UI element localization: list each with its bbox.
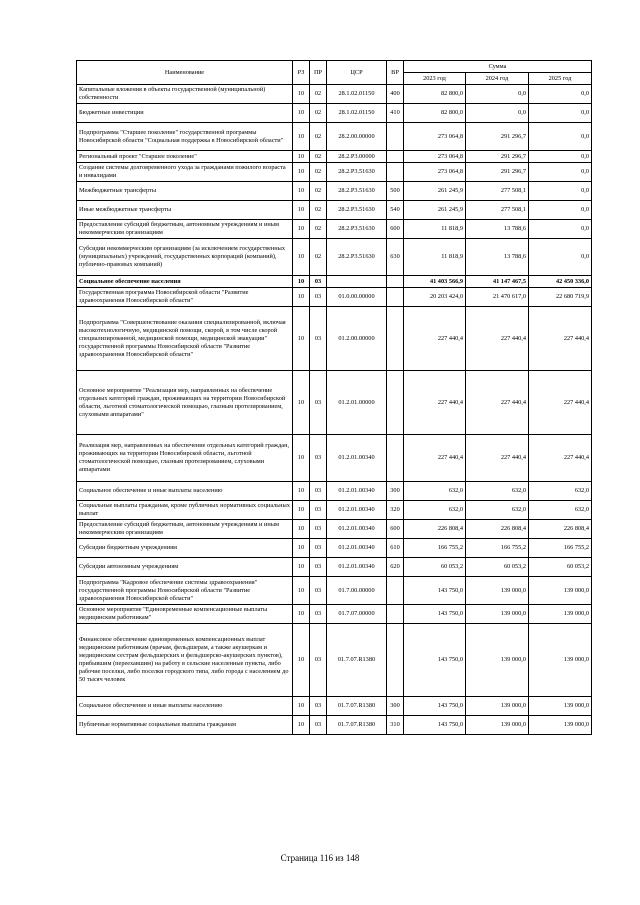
row-csr-cell: 01.7.07.R1380: [327, 697, 387, 716]
row-2024-cell: 0,0: [466, 104, 529, 123]
table-row: [77, 371, 592, 435]
row-vr-cell: [387, 288, 404, 307]
row-name-cell: Подпрограмма "Совершенствование оказания специализированной, включая высокотехнологичную, медицинской помощи, скорой, в том числе скорой специализированной, медицинской помощи, медицинской эвакуации" государственной программы Новосибирской области "Развитие здравоохранения Новосибирской области": [77, 307, 293, 371]
row-2024-cell: 166 755,2: [466, 539, 529, 558]
row-csr-cell: 01.7.07.R1380: [327, 624, 387, 697]
header-vr: ВР: [387, 61, 404, 85]
row-name-cell: Субсидии бюджетным учреждениям: [77, 539, 293, 558]
row-csr-cell: [327, 276, 387, 288]
row-2023-cell: 166 755,2: [404, 539, 466, 558]
row-2025-cell: 60 053,2: [529, 558, 592, 577]
row-csr-cell: 28.2.P3.51630: [327, 163, 387, 182]
row-2025-cell: 139 000,0: [529, 716, 592, 735]
row-pr-cell: 03: [310, 501, 327, 520]
row-csr-cell: 01.7.07.R1380: [327, 716, 387, 735]
row-pr-cell: 03: [310, 435, 327, 482]
table-row: [77, 716, 592, 735]
row-csr-cell: 01.2.01.00340: [327, 539, 387, 558]
table-row: [77, 435, 592, 482]
row-pr-cell: 03: [310, 307, 327, 371]
row-2024-cell: 139 000,0: [466, 697, 529, 716]
row-vr-cell: 410: [387, 104, 404, 123]
row-vr-cell: [387, 371, 404, 435]
row-rz-cell: 10: [293, 123, 310, 151]
row-2025-cell: 227 440,4: [529, 307, 592, 371]
row-name-cell: Основное мероприятие "Единовременные компенсационные выплаты медицинским работникам": [77, 605, 293, 624]
row-name-cell: Социальное обеспечение и иные выплаты населению: [77, 697, 293, 716]
table-row: [77, 104, 592, 123]
row-rz-cell: 10: [293, 104, 310, 123]
row-2023-cell: 227 440,4: [404, 435, 466, 482]
row-vr-cell: [387, 307, 404, 371]
row-2023-cell: 11 818,9: [404, 220, 466, 239]
row-vr-cell: 600: [387, 520, 404, 539]
row-2023-cell: 143 750,0: [404, 716, 466, 735]
row-2024-cell: 227 440,4: [466, 371, 529, 435]
row-2023-cell: 227 440,4: [404, 371, 466, 435]
table-row: [77, 220, 592, 239]
table-body: [77, 85, 592, 735]
row-2024-cell: 291 296,7: [466, 123, 529, 151]
row-vr-cell: 320: [387, 501, 404, 520]
row-csr-cell: 28.1.02.01150: [327, 85, 387, 104]
header-year-2024: 2024 год: [466, 73, 529, 85]
row-rz-cell: 10: [293, 288, 310, 307]
row-vr-cell: [387, 276, 404, 288]
row-2024-cell: 291 296,7: [466, 151, 529, 163]
row-2025-cell: 0,0: [529, 220, 592, 239]
budget-table-container: [76, 60, 591, 735]
table-row: [77, 501, 592, 520]
row-rz-cell: 10: [293, 539, 310, 558]
row-2024-cell: 13 788,6: [466, 220, 529, 239]
row-2023-cell: 261 245,9: [404, 182, 466, 201]
header-name: Наименование: [77, 61, 293, 85]
row-2025-cell: 227 440,4: [529, 371, 592, 435]
row-pr-cell: 02: [310, 220, 327, 239]
row-csr-cell: 28.2.P3.51630: [327, 201, 387, 220]
row-name-cell: Государственная программа Новосибирской области "Развитие здравоохранения Новосибирской области": [77, 288, 293, 307]
row-csr-cell: 01.7.07.00000: [327, 605, 387, 624]
row-2023-cell: 41 403 566,9: [404, 276, 466, 288]
row-name-cell: Капитальные вложения в объекты государственной (муниципальной) собственности: [77, 85, 293, 104]
row-csr-cell: 28.2.P3.51630: [327, 182, 387, 201]
row-name-cell: Предоставление субсидий бюджетным, автономным учреждениям и иным некоммерческим организациям: [77, 220, 293, 239]
row-pr-cell: 03: [310, 276, 327, 288]
row-rz-cell: 10: [293, 716, 310, 735]
table-row: [77, 182, 592, 201]
row-pr-cell: 03: [310, 482, 327, 501]
row-2023-cell: 143 750,0: [404, 577, 466, 605]
row-name-cell: Финансовое обеспечение единовременных компенсационных выплат медицинским работникам (врачам, фельдшерам, а также акушеркам и медицинским сестрам фельдшерских и фельдшерско-акушерских пунктов), прибывшим (переехавшим) на работу в сельские населенные пункты, либо рабочие поселки, либо поселки городского типа, либо города с населением до 50 тысяч человек: [77, 624, 293, 697]
row-rz-cell: 10: [293, 501, 310, 520]
row-2025-cell: 632,0: [529, 482, 592, 501]
row-name-cell: Социальное обеспечение и иные выплаты населению: [77, 482, 293, 501]
row-pr-cell: 03: [310, 520, 327, 539]
row-2023-cell: 273 064,8: [404, 123, 466, 151]
row-2025-cell: 139 000,0: [529, 697, 592, 716]
row-rz-cell: 10: [293, 307, 310, 371]
table-row: [77, 624, 592, 697]
row-2024-cell: 227 440,4: [466, 435, 529, 482]
row-pr-cell: 02: [310, 151, 327, 163]
row-rz-cell: 10: [293, 182, 310, 201]
row-vr-cell: 310: [387, 716, 404, 735]
row-csr-cell: 01.2.01.00340: [327, 520, 387, 539]
row-2025-cell: 139 000,0: [529, 624, 592, 697]
row-name-cell: Бюджетные инвестиции: [77, 104, 293, 123]
row-2025-cell: 139 000,0: [529, 577, 592, 605]
row-name-cell: Социальные выплаты гражданам, кроме публичных нормативных социальных выплат: [77, 501, 293, 520]
row-2023-cell: 82 800,0: [404, 85, 466, 104]
row-2025-cell: 0,0: [529, 104, 592, 123]
row-2023-cell: 20 203 424,0: [404, 288, 466, 307]
row-2024-cell: 13 788,6: [466, 239, 529, 276]
table-row: [77, 123, 592, 151]
row-2025-cell: 166 755,2: [529, 539, 592, 558]
row-name-cell: Подпрограмма "Старшее поколение" государственной программы Новосибирской области "Социальная поддержка в Новосибирской области": [77, 123, 293, 151]
row-rz-cell: 10: [293, 151, 310, 163]
row-csr-cell: 28.2.P3.00000: [327, 151, 387, 163]
row-vr-cell: [387, 163, 404, 182]
row-name-cell: Иные межбюджетные трансферты: [77, 201, 293, 220]
row-2024-cell: 632,0: [466, 501, 529, 520]
row-2025-cell: 0,0: [529, 163, 592, 182]
row-2024-cell: 21 470 617,0: [466, 288, 529, 307]
row-pr-cell: 02: [310, 201, 327, 220]
row-pr-cell: 03: [310, 605, 327, 624]
row-vr-cell: [387, 577, 404, 605]
row-2023-cell: 143 750,0: [404, 624, 466, 697]
row-2025-cell: 226 808,4: [529, 520, 592, 539]
row-2024-cell: 226 808,4: [466, 520, 529, 539]
row-pr-cell: 03: [310, 624, 327, 697]
row-csr-cell: 01.0.00.00000: [327, 288, 387, 307]
row-vr-cell: [387, 605, 404, 624]
row-csr-cell: 28.2.P3.51630: [327, 239, 387, 276]
row-csr-cell: 01.2.01.00340: [327, 482, 387, 501]
row-vr-cell: 540: [387, 201, 404, 220]
row-pr-cell: 03: [310, 697, 327, 716]
row-2023-cell: 60 053,2: [404, 558, 466, 577]
row-2023-cell: 226 808,4: [404, 520, 466, 539]
row-csr-cell: 28.2.00.00000: [327, 123, 387, 151]
table-row: [77, 239, 592, 276]
row-2024-cell: 632,0: [466, 482, 529, 501]
row-2023-cell: 632,0: [404, 482, 466, 501]
table-row: [77, 288, 592, 307]
row-2024-cell: 60 053,2: [466, 558, 529, 577]
table-row: [77, 539, 592, 558]
row-2024-cell: 277 508,1: [466, 201, 529, 220]
table-row: [77, 558, 592, 577]
row-pr-cell: 02: [310, 85, 327, 104]
row-2023-cell: 11 818,9: [404, 239, 466, 276]
row-2025-cell: 0,0: [529, 151, 592, 163]
row-pr-cell: 02: [310, 104, 327, 123]
row-2024-cell: 139 000,0: [466, 624, 529, 697]
row-csr-cell: 01.2.01.00340: [327, 435, 387, 482]
row-2024-cell: 291 296,7: [466, 163, 529, 182]
row-vr-cell: 600: [387, 220, 404, 239]
table-row: [77, 605, 592, 624]
row-rz-cell: 10: [293, 435, 310, 482]
row-2024-cell: 0,0: [466, 85, 529, 104]
row-2023-cell: 82 800,0: [404, 104, 466, 123]
table-row: [77, 163, 592, 182]
row-rz-cell: 10: [293, 697, 310, 716]
row-rz-cell: 10: [293, 482, 310, 501]
row-2023-cell: 143 750,0: [404, 697, 466, 716]
table-row: [77, 697, 592, 716]
row-rz-cell: 10: [293, 605, 310, 624]
row-name-cell: Социальное обеспечение населения: [77, 276, 293, 288]
row-2025-cell: 0,0: [529, 239, 592, 276]
table-row: [77, 520, 592, 539]
row-csr-cell: 01.7.00.00000: [327, 577, 387, 605]
row-name-cell: Публичные нормативные социальные выплаты гражданам: [77, 716, 293, 735]
row-2023-cell: 261 245,9: [404, 201, 466, 220]
row-vr-cell: [387, 123, 404, 151]
row-2024-cell: 139 000,0: [466, 605, 529, 624]
row-2024-cell: 139 000,0: [466, 716, 529, 735]
row-rz-cell: 10: [293, 163, 310, 182]
row-pr-cell: 03: [310, 288, 327, 307]
table-row: [77, 201, 592, 220]
row-name-cell: Подпрограмма "Кадровое обеспечение системы здравоохранения" государственной программы Новосибирской области "Развитие здравоохранения Новосибирской области": [77, 577, 293, 605]
row-pr-cell: 02: [310, 163, 327, 182]
row-2025-cell: 632,0: [529, 501, 592, 520]
page-number: Страница 116 из 148: [280, 853, 360, 863]
row-pr-cell: 02: [310, 123, 327, 151]
table-row: [77, 85, 592, 104]
row-2025-cell: 0,0: [529, 123, 592, 151]
row-name-cell: Основное мероприятие "Реализация мер, направленных на обеспечение отдельных категорий граждан, проживающих на территории Новосибирской области, льготной стоматологической помощью, глазным протезированием, слуховыми аппаратами": [77, 371, 293, 435]
row-2025-cell: 22 680 719,9: [529, 288, 592, 307]
row-csr-cell: 01.2.01.00000: [327, 371, 387, 435]
row-pr-cell: 03: [310, 371, 327, 435]
row-csr-cell: 01.2.01.00340: [327, 501, 387, 520]
row-2024-cell: 277 508,1: [466, 182, 529, 201]
row-vr-cell: 300: [387, 697, 404, 716]
row-2023-cell: 227 440,4: [404, 307, 466, 371]
row-rz-cell: 10: [293, 577, 310, 605]
row-2025-cell: 227 440,4: [529, 435, 592, 482]
row-name-cell: Создание системы долговременного ухода за гражданами пожилого возраста и инвалидами: [77, 163, 293, 182]
row-2025-cell: 42 450 336,0: [529, 276, 592, 288]
row-name-cell: Субсидии некоммерческим организациям (за исключением государственных (муниципальных) учреждений, государственных корпораций (компаний), публично-правовых компаний): [77, 239, 293, 276]
row-pr-cell: 03: [310, 577, 327, 605]
row-rz-cell: 10: [293, 85, 310, 104]
row-rz-cell: 10: [293, 520, 310, 539]
row-vr-cell: 300: [387, 482, 404, 501]
row-rz-cell: 10: [293, 558, 310, 577]
row-csr-cell: 28.2.P3.51630: [327, 220, 387, 239]
row-name-cell: Межбюджетные трансферты: [77, 182, 293, 201]
row-csr-cell: 01.2.01.00340: [327, 558, 387, 577]
header-pr: ПР: [310, 61, 327, 85]
header-csr: ЦСР: [327, 61, 387, 85]
row-vr-cell: [387, 435, 404, 482]
row-2024-cell: 139 000,0: [466, 577, 529, 605]
row-2023-cell: 273 064,8: [404, 151, 466, 163]
header-sum: Сумма: [404, 61, 592, 73]
row-name-cell: Предоставление субсидий бюджетным, автономным учреждениям и иным некоммерческим организациям: [77, 520, 293, 539]
row-vr-cell: 400: [387, 85, 404, 104]
row-2025-cell: 139 000,0: [529, 605, 592, 624]
row-rz-cell: 10: [293, 201, 310, 220]
row-2024-cell: 227 440,4: [466, 307, 529, 371]
row-name-cell: Региональный проект "Старшее поколение": [77, 151, 293, 163]
row-rz-cell: 10: [293, 276, 310, 288]
row-name-cell: Субсидии автономным учреждениям: [77, 558, 293, 577]
row-vr-cell: 610: [387, 539, 404, 558]
header-rz: РЗ: [293, 61, 310, 85]
table-row: [77, 276, 592, 288]
row-rz-cell: 10: [293, 371, 310, 435]
table-row: [77, 577, 592, 605]
row-vr-cell: 620: [387, 558, 404, 577]
row-rz-cell: 10: [293, 220, 310, 239]
header-year-2023: 2023 год: [404, 73, 466, 85]
row-2025-cell: 0,0: [529, 182, 592, 201]
row-csr-cell: 01.2.00.00000: [327, 307, 387, 371]
row-2024-cell: 41 147 467,5: [466, 276, 529, 288]
row-csr-cell: 28.1.02.01150: [327, 104, 387, 123]
row-2025-cell: 0,0: [529, 85, 592, 104]
row-pr-cell: 02: [310, 182, 327, 201]
table-row: [77, 307, 592, 371]
row-pr-cell: 03: [310, 558, 327, 577]
row-pr-cell: 02: [310, 239, 327, 276]
row-2023-cell: 273 064,8: [404, 163, 466, 182]
row-pr-cell: 03: [310, 716, 327, 735]
row-vr-cell: 630: [387, 239, 404, 276]
row-vr-cell: [387, 151, 404, 163]
row-rz-cell: 10: [293, 239, 310, 276]
row-2023-cell: 143 750,0: [404, 605, 466, 624]
row-2023-cell: 632,0: [404, 501, 466, 520]
row-vr-cell: 500: [387, 182, 404, 201]
table-row: [77, 151, 592, 163]
row-2025-cell: 0,0: [529, 201, 592, 220]
row-pr-cell: 03: [310, 539, 327, 558]
row-vr-cell: [387, 624, 404, 697]
header-year-2025: 2025 год: [529, 73, 592, 85]
table-row: [77, 482, 592, 501]
budget-table: [76, 60, 592, 735]
row-rz-cell: 10: [293, 624, 310, 697]
row-name-cell: Реализация мер, направленных на обеспечение отдельных категорий граждан, проживающих на территории Новосибирской области, льготной стоматологической помощью, глазным протезированием, слуховыми аппаратами: [77, 435, 293, 482]
